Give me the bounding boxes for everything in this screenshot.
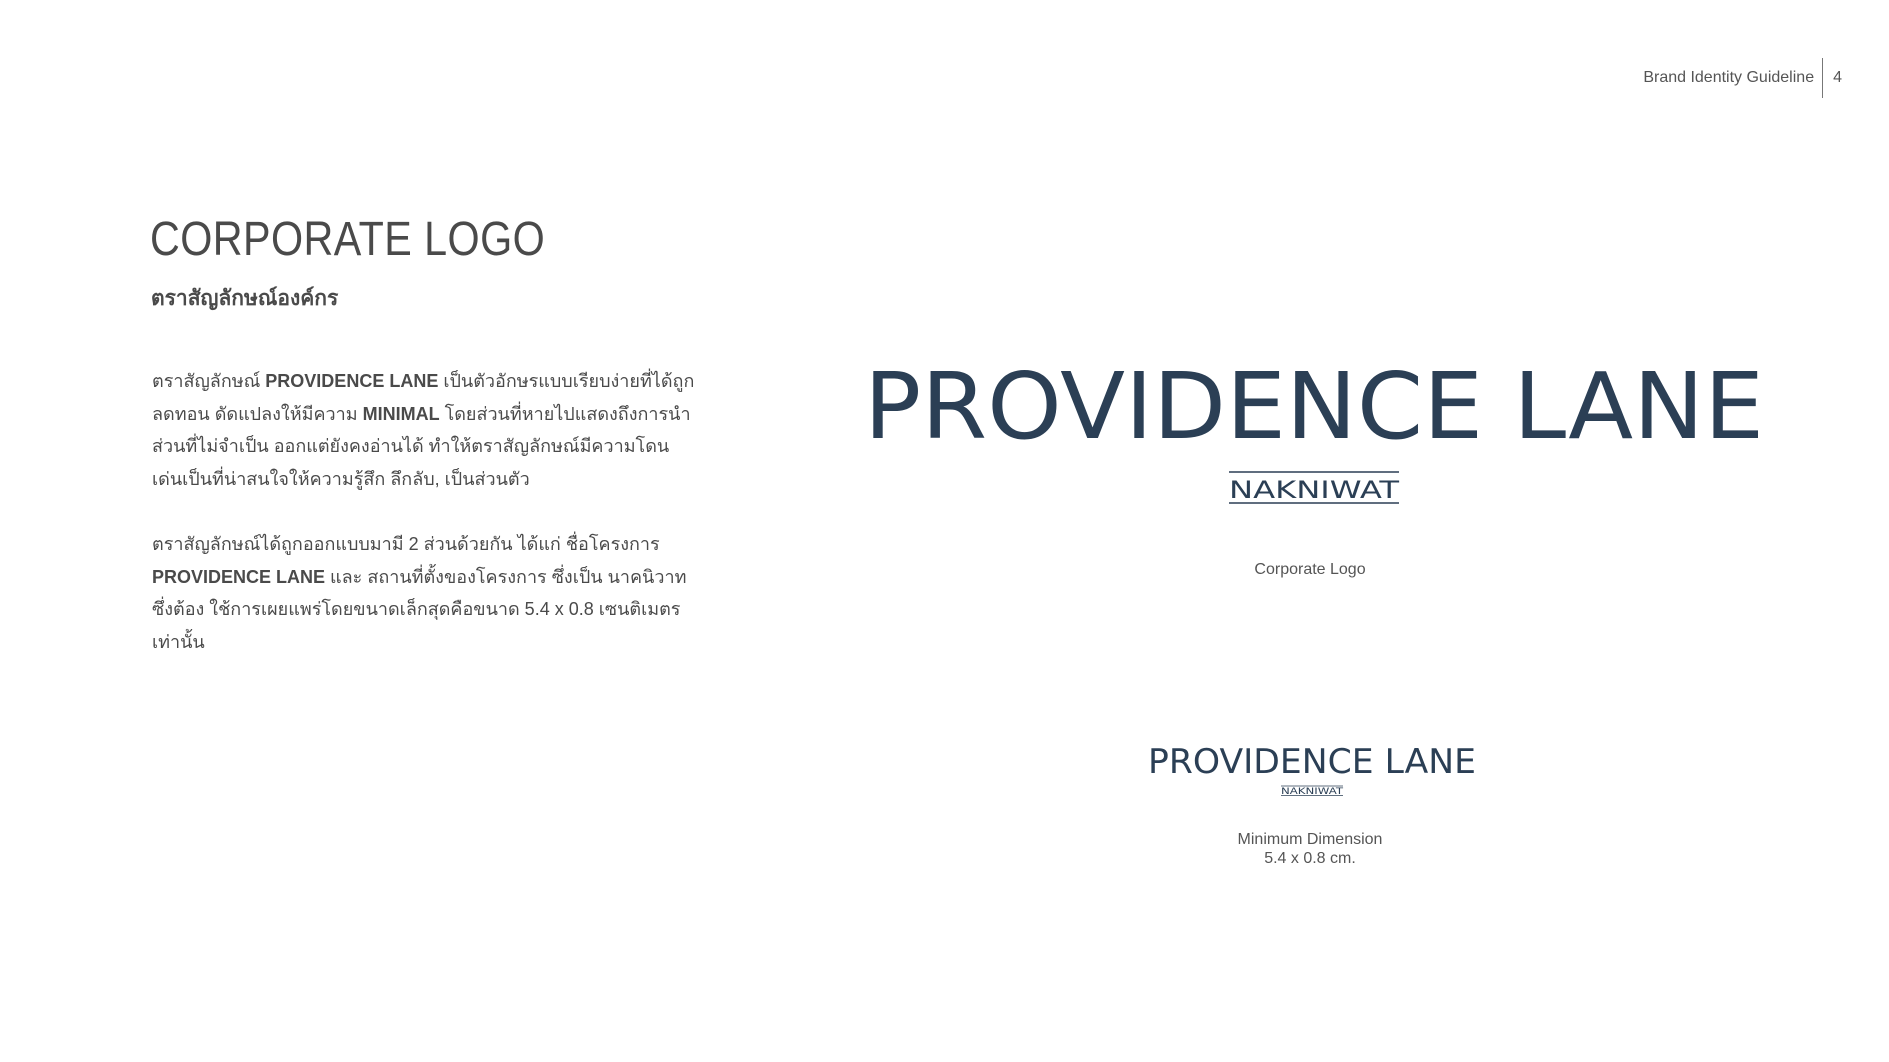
logo-sub-text-small: NAKNIWAT: [1281, 787, 1344, 796]
paragraph-text: ตราสัญลักษณ์ได้ถูกออกแบบมามี 2 ส่วนด้วยกัน ได้แก่ ชื่อโครงการ: [152, 534, 660, 554]
minimum-dimension-value: 5.4 x 0.8 cm.: [1264, 850, 1356, 867]
paragraph-text: โดยส่วนที่หายไปแสดงถึงการนำส่วนที่ไม่จำเป็น ออกแต่ยังคงอ่านได้ ทำให้ตราสัญลักษณ์มีความโดนเด่นเป็นที่น่าสนใจให้ความรู้สึก ลึกลับ, เป็นส่วนตัว: [152, 403, 691, 489]
page-header: [1643, 58, 1842, 98]
paragraph-text: และ สถานที่ตั้งของโครงการ ซึ่งเป็น นาคนิวาท ซึ่งต้อง ใช้การเผยแพร่โดยขนาดเล็กสุดคือขนาด 5.4 x 0.8 เซนติเมตรเท่านั้น: [152, 566, 687, 652]
section-title: CORPORATE LOGO: [150, 213, 546, 266]
corporate-logo-caption: Corporate Logo: [1254, 561, 1366, 578]
logo-sub-text: NAKNIWAT: [1229, 476, 1400, 504]
minimum-dimension-label: Minimum Dimension: [1237, 831, 1383, 848]
logo-description-paragraph: [152, 365, 697, 495]
corporate-logo-small: [1148, 744, 1476, 796]
logo-main-text: PROVIDENCE LANE: [864, 362, 1764, 460]
brand-name-bold: PROVIDENCE LANE: [152, 566, 326, 587]
section-subtitle: ตราสัญลักษณ์องค์กร: [151, 287, 339, 310]
paragraph-text: ตราสัญลักษณ์: [152, 371, 266, 391]
brand-name-bold: PROVIDENCE LANE: [265, 371, 439, 391]
logo-main-text-small: PROVIDENCE LANE: [1148, 744, 1476, 782]
logo-structure-paragraph: [152, 528, 697, 658]
corporate-logo-large: [864, 362, 1764, 504]
minimal-bold: MINIMAL: [362, 403, 440, 424]
paragraph-text: เป็นตัวอักษรแบบเรียบง่ายที่ได้ถูกลดทอน ดัดแปลงให้มีความ: [152, 371, 695, 424]
document-title: Brand Identity Guideline: [1643, 69, 1815, 86]
page-number: 4: [1833, 69, 1842, 86]
